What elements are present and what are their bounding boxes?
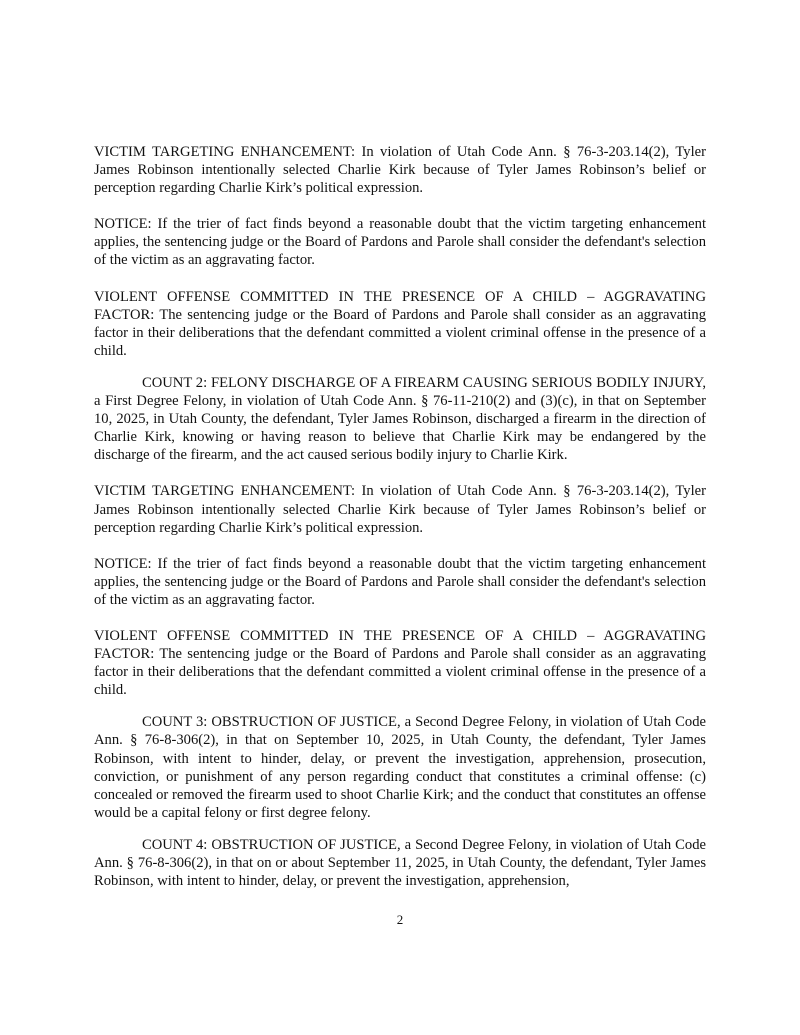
document-body [94, 143, 706, 890]
notice-paragraph-2: NOTICE: If the trier of fact finds beyond a reasonable doubt that the victim targeting enhancement applies, the sentencing judge or the Board of Pardons and Parole shall consider the defendant's selection of the victim as an aggravating factor. [94, 555, 706, 608]
violent-offense-paragraph-2: VIOLENT OFFENSE COMMITTED IN THE PRESENCE OF A CHILD – AGGRAVATING FACTOR: The sentencing judge or the Board of Pardons and Parole shall consider as an aggravating factor in their deliberations that the defendant committed a violent criminal offense in the presence of a child. [94, 627, 706, 699]
count-4-paragraph: COUNT 4: OBSTRUCTION OF JUSTICE, a Second Degree Felony, in violation of Utah Code Ann. § 76-8-306(2), in that on or about September 11, 2025, in Utah County, the defendant, Tyler James Robinson, with intent to hinder, delay, or prevent the investigation, apprehension, [94, 836, 706, 890]
page-number: 2 [396, 912, 404, 927]
notice-paragraph-1: NOTICE: If the trier of fact finds beyond a reasonable doubt that the victim targeting enhancement applies, the sentencing judge or the Board of Pardons and Parole shall consider the defendant's selection of the victim as an aggravating factor. [94, 216, 706, 269]
count-3-paragraph: COUNT 3: OBSTRUCTION OF JUSTICE, a Second Degree Felony, in violation of Utah Code Ann. § 76-8-306(2), in that on September 10, 2025, in Utah County, the defendant, Tyler James Robinson, with intent to hinder, delay, or prevent the investigation, apprehension, prosecution, conviction, or punishment of any person regarding conduct that constitutes a criminal offense: (c) concealed or removed the firearm used to shoot Charlie Kirk; and the conduct that constitutes an offense would be a capital felony or first degree felony. [94, 714, 706, 821]
victim-targeting-enhancement-paragraph-2: VICTIM TARGETING ENHANCEMENT: In violation of Utah Code Ann. § 76-3-203.14(2), Tyler James Robinson intentionally selected Charlie Kirk because of Tyler James Robinson’s belief or perception regarding Charlie Kirk’s political expression. [94, 483, 706, 536]
count-2-paragraph: COUNT 2: FELONY DISCHARGE OF A FIREARM CAUSING SERIOUS BODILY INJURY, a First Degree Felony, in violation of Utah Code Ann. § 76-11-210(2) and (3)(c), in that on September 10, 2025, in Utah County, the defendant, Tyler James Robinson, discharged a firearm in the direction of Charlie Kirk, knowing or having reason to believe that Charlie Kirk may be endangered by the discharge of the firearm, and the act caused serious bodily injury to Charlie Kirk. [94, 374, 706, 464]
violent-offense-paragraph-1: VIOLENT OFFENSE COMMITTED IN THE PRESENCE OF A CHILD – AGGRAVATING FACTOR: The sentencing judge or the Board of Pardons and Parole shall consider as an aggravating factor in their deliberations that the defendant committed a violent criminal offense in the presence of a child. [94, 288, 706, 359]
victim-targeting-enhancement-paragraph-1: VICTIM TARGETING ENHANCEMENT: In violation of Utah Code Ann. § 76-3-203.14(2), Tyler James Robinson intentionally selected Charlie Kirk because of Tyler James Robinson’s belief or perception regarding Charlie Kirk’s political expression. [94, 144, 706, 197]
